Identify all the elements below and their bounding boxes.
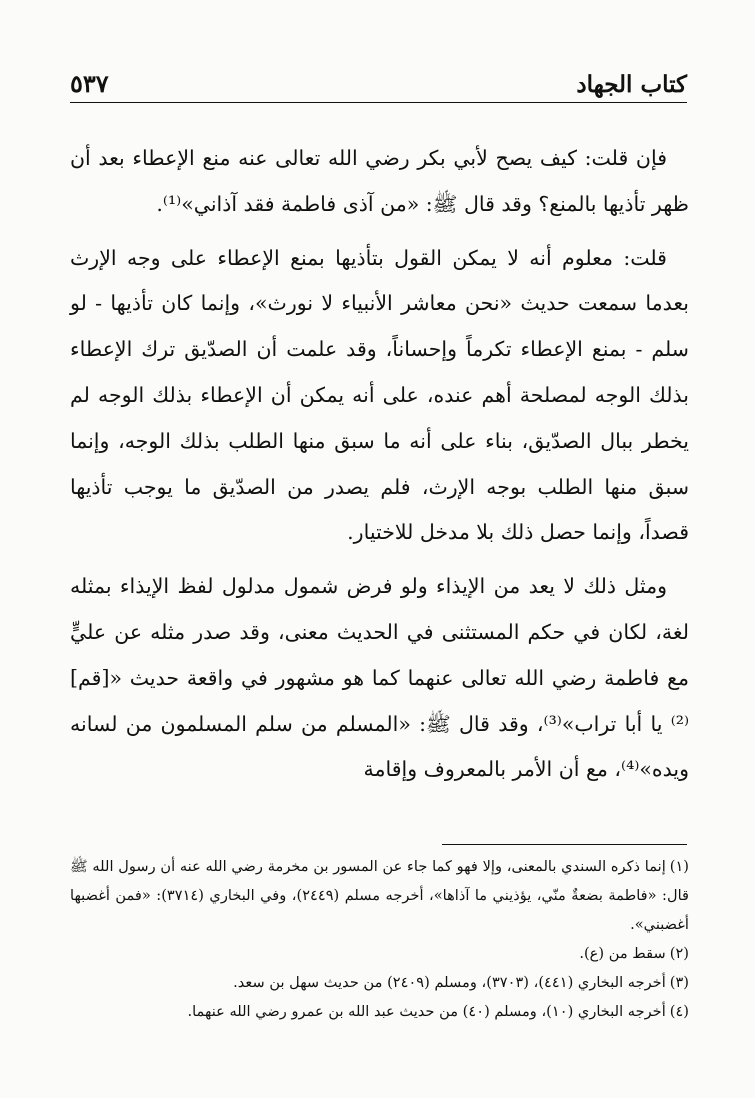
footnote-number: (٣): [669, 974, 689, 991]
footnote-text: أخرجه البخاري (١٠)، ومسلم (٤٠) من حديث عبد الله بن عمرو رضي الله عنهما.: [187, 1003, 666, 1020]
footnote-number: (٤): [669, 1003, 689, 1020]
footnote-text: أخرجه البخاري (٤٤١)، (٣٧٠٣)، ومسلم (٢٤٠٩) من حديث سهل بن سعد.: [233, 974, 666, 991]
paragraph: قلت: معلوم أنه لا يمكن القول بتأذيها بمنع الإعطاء على وجه الإرث بعدما سمعت حديث «نحن معاشر الأنبياء لا نورث»، وإنما كان تأذيها - لو سلم - بمنع الإعطاء تكرماً وإحساناً، وقد علمت أن الصدّيق ترك الإعطاء بذلك الوجه لمصلحة أهم عنده، على أنه يمكن أن الإعطاء بذلك الوجه لم يخطر ببال الصدّيق، بناء على أنه ما سبق منها الطلب بذلك الوجه، وإنما سبق منها الطلب بوجه الإرث، فلم يصدر من الصدّيق ما يوجب تأذيها قصداً، وإنما حصل ذلك بلا مدخل للاختيار.: [70, 245, 689, 545]
main-text: [70, 136, 689, 801]
footnote-text: إنما ذكره السندي بالمعنى، وإلا فهو كما جاء عن المسور بن مخرمة رضي الله عنه أن رسول الله ﷺ قال: «فاطمة بضعةٌ منّي، يؤذيني ما آذاها»، أخرجه مسلم (٢٤٤٩)، وفي البخاري (٣٧١٤): «فمن أغضبها أغضبني».: [70, 858, 689, 933]
chapter-title: كتاب الجهاد: [576, 71, 687, 98]
footnote-number: (٢): [669, 945, 689, 962]
footnotes: [70, 852, 689, 1026]
footnote: [70, 968, 689, 997]
running-header: [70, 58, 687, 103]
paragraph: فإن قلت: كيف يصح لأبي بكر رضي الله تعالى عنه منع الإعطاء بعد أن ظهر تأذيها بالمنع؟ وقد قال ﷺ: «من آذى فاطمة فقد آذاني»⁽¹⁾.: [70, 146, 689, 216]
footnote: [70, 997, 689, 1026]
footnote-number: (١): [669, 858, 689, 875]
footnote-separator: [442, 844, 687, 845]
footnote: [70, 852, 689, 939]
footnote-text: سقط من (ع).: [579, 945, 666, 962]
page-number: ٥٣٧: [70, 69, 109, 98]
paragraph: ومثل ذلك لا يعد من الإيذاء ولو فرض شمول مدلول لفظ الإيذاء بمثله لغة، لكان في حكم المستثنى في الحديث معنى، وقد صدر مثله عن عليٍّ مع فاطمة رضي الله تعالى عنهما كما هو مشهور في واقعة حديث «[قم]⁽²⁾ يا أبا تراب»⁽³⁾، وقد قال ﷺ: «المسلم من سلم المسلمون من لسانه ويده»⁽⁴⁾، مع أن الأمر بالمعروف وإقامة: [70, 574, 689, 782]
footnote: [70, 939, 689, 968]
